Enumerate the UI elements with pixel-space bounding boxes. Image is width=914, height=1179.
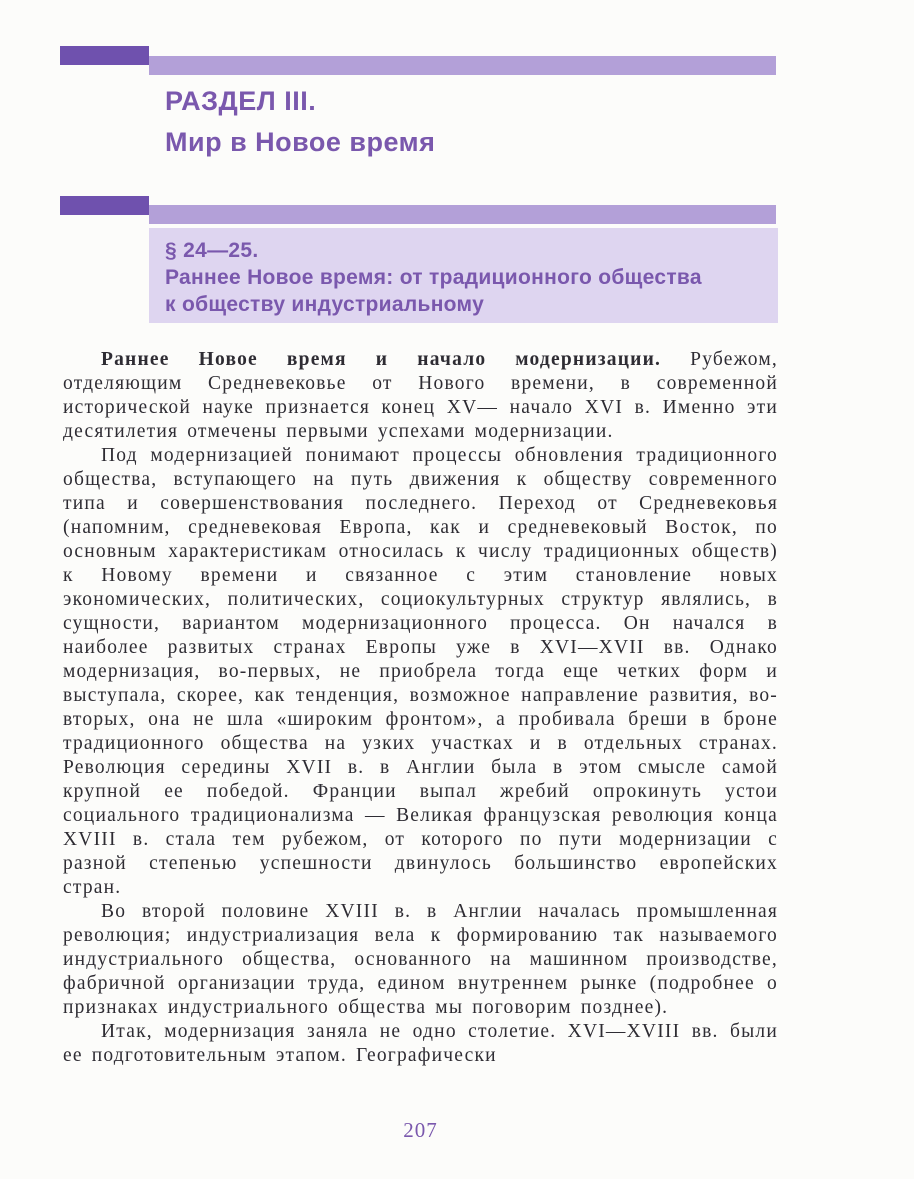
lesson-header-box	[149, 228, 778, 323]
paragraph	[63, 348, 778, 444]
divider-light-bar	[149, 205, 776, 224]
paragraph-lead: Раннее Новое время и начало модернизации.	[101, 349, 662, 370]
lesson-title-line1: Раннее Новое время: от традиционного общества	[165, 266, 702, 289]
divider-dark-block	[60, 196, 149, 215]
lesson-title-line2: к обществу индустриальному	[165, 293, 485, 316]
section-title: Мир в Новое время	[165, 127, 436, 157]
page-number: 207	[403, 1118, 438, 1142]
paragraph-text: Рубежом, отделяющим Средневековье от Нового времени, в современной исторической науке признается конец XV— начало XVI в. Именно эти десятилетия отмечены первыми успехами модернизации.	[63, 349, 778, 442]
paragraph-text: Итак, модернизация заняла не одно столетие. XVI—XVIII вв. были ее подготовительным этапом. Географически	[63, 1021, 778, 1066]
divider-light-bar	[149, 56, 776, 75]
paragraph	[63, 1020, 778, 1068]
section-kicker: РАЗДЕЛ III.	[165, 86, 317, 116]
paragraph-text: Под модернизацией понимают процессы обновления традиционного общества, вступающего на путь движения к обществу современного типа и совершенствования последнего. Переход от Средневековья (напомним, средневековая Европа, как и средневековый Восток, по основным характеристикам относилась к числу традиционных обществ) к Новому времени и связанное с этим становление новых экономических, политических, социокультурных структур являлись, в сущности, вариантом модернизационного процесса. Он начался в наиболее развитых странах Европы уже в XVI—XVII вв. Однако модернизация, во-первых, не приобрела тогда еще четких форм и выступала, скорее, как тенденция, возможное направление развития, во-вторых, она не шла «широким фронтом», а пробивала бреши в броне традиционного общества на узких участках и в отдельных странах. Революция середины XVII в. в Англии была в этом смысле самой крупной ее победой. Франции выпал жребий опрокинуть устои социального традиционализма — Великая французская революция конца XVIII в. стала тем рубежом, от которого по пути модернизации с разной степенью успешности двинулось большинство европейских стран.	[63, 445, 778, 898]
paragraph-text: Во второй половине XVIII в. в Англии началась промышленная революция; индустриализация вела к формированию так называемого индустриального общества, основанного на машинном производстве, фабричной организации труда, едином внутреннем рынке (подробнее о признаках индустриального общества мы поговорим позднее).	[63, 901, 778, 1018]
body-text	[63, 348, 778, 1068]
lesson-number: § 24—25.	[165, 239, 259, 262]
divider-dark-block	[60, 46, 149, 65]
lesson-title	[165, 264, 770, 318]
paragraph	[63, 444, 778, 900]
paragraph	[63, 900, 778, 1020]
